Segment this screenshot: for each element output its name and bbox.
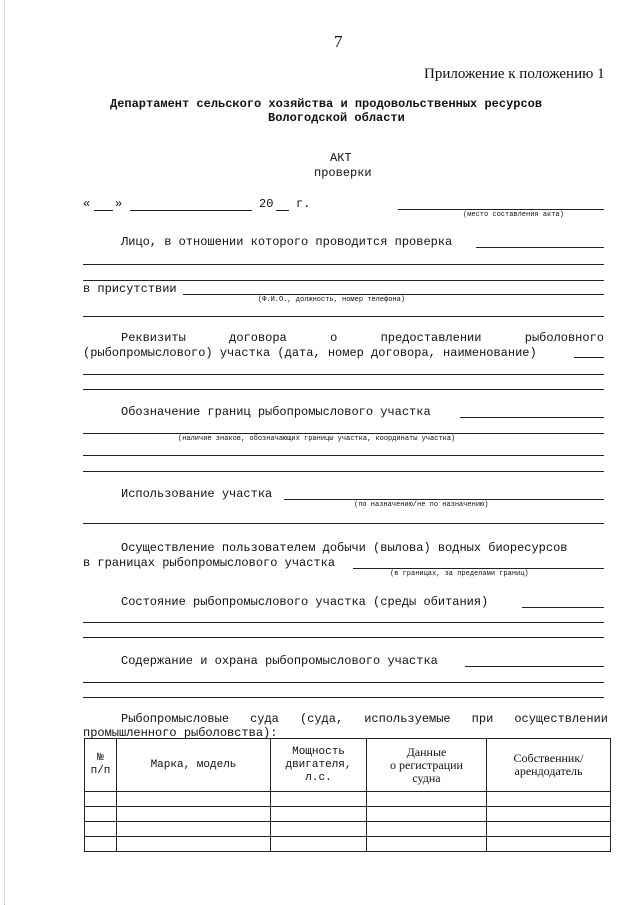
department-name-line2: Вологодской области [268, 111, 405, 125]
document-title: АКТ [330, 151, 352, 165]
table-cell[interactable] [117, 837, 271, 852]
borders-field-line4[interactable] [83, 471, 604, 472]
state-label: Состояние рыбопромыслового участка (среды обитания) [121, 595, 489, 609]
header-text: двигателя, [285, 758, 352, 771]
header-text: Мощность [292, 745, 345, 758]
table-cell[interactable] [271, 792, 367, 807]
header-text: судна [412, 770, 441, 785]
table-cell[interactable] [487, 837, 611, 852]
table-cell[interactable] [367, 837, 487, 852]
usage-caption: (по назначению/не по назначению) [354, 501, 489, 509]
vessels-table [84, 738, 611, 852]
vessels-word: (суда, [299, 712, 344, 726]
page-number: 7 [334, 32, 343, 51]
table-row [85, 807, 611, 822]
table-cell[interactable] [271, 837, 367, 852]
table-cell[interactable] [487, 807, 611, 822]
presence-label: в присутствии [83, 282, 177, 296]
person-field-line2[interactable] [83, 264, 604, 265]
care-field-line2[interactable] [83, 682, 604, 683]
person-field-line3[interactable] [83, 280, 604, 281]
table-header-row [85, 739, 611, 792]
place-field[interactable] [398, 209, 604, 210]
table-cell[interactable] [367, 807, 487, 822]
header-text: № [97, 752, 104, 764]
care-field-line3[interactable] [83, 697, 604, 698]
vessels-word: суда [250, 712, 279, 726]
contract-word: рыболовного [524, 331, 604, 345]
table-cell[interactable] [85, 837, 117, 852]
table-row [85, 792, 611, 807]
vessels-label-line1 [121, 712, 608, 726]
table-cell[interactable] [117, 792, 271, 807]
contract-word: договора [229, 331, 287, 345]
contract-word: предоставлении [380, 331, 482, 345]
header-text: л.с. [305, 771, 332, 784]
usage-label: Использование участка [121, 487, 273, 501]
catch-field[interactable] [353, 568, 604, 569]
scan-edge [4, 0, 6, 905]
header-brand-model [117, 739, 271, 792]
table-cell[interactable] [367, 792, 487, 807]
contract-word: о [330, 331, 338, 345]
date-year-field[interactable] [276, 210, 289, 211]
catch-caption: (в границах, за пределами границ) [390, 570, 529, 578]
borders-field[interactable] [460, 417, 604, 418]
table-cell[interactable] [117, 822, 271, 837]
vessels-word: Рыбопромысловые [121, 712, 230, 726]
usage-field-line2[interactable] [83, 523, 604, 524]
presence-field-line2[interactable] [83, 316, 604, 317]
presence-field[interactable] [183, 294, 604, 295]
appendix-label: Приложение к положению 1 [424, 66, 605, 82]
state-field-line3[interactable] [83, 637, 604, 638]
borders-label: Обозначение границ рыбопромыслового участка [121, 405, 431, 419]
date-open-quote: « [83, 197, 91, 211]
header-engine-power [271, 739, 367, 792]
department-name-line1: Департамент сельского хозяйства и продовольственных ресурсов [110, 97, 543, 111]
care-field[interactable] [465, 666, 604, 667]
date-close-quote: » [115, 197, 123, 211]
catch-label-line2: в границах рыбопромыслового участка [83, 556, 336, 570]
table-cell[interactable] [85, 807, 117, 822]
date-day-field[interactable] [94, 210, 113, 211]
contract-field[interactable] [574, 357, 604, 358]
contract-field-line2[interactable] [83, 374, 604, 375]
person-label: Лицо, в отношении которого проводится проверка [121, 235, 453, 249]
table-cell[interactable] [271, 807, 367, 822]
borders-field-line2[interactable] [83, 433, 604, 434]
table-cell[interactable] [487, 822, 611, 837]
table-cell[interactable] [117, 807, 271, 822]
header-owner [487, 739, 611, 792]
contract-label-line1 [121, 331, 604, 345]
date-year-suffix: г. [296, 197, 311, 211]
borders-field-line3[interactable] [83, 455, 604, 456]
table-cell[interactable] [271, 822, 367, 837]
header-text: Марка, модель [150, 758, 237, 771]
contract-field-line3[interactable] [83, 389, 604, 390]
table-row [85, 837, 611, 852]
state-field-line2[interactable] [83, 622, 604, 623]
care-label: Содержание и охрана рыбопромыслового участка [121, 654, 438, 668]
contract-word: Реквизиты [121, 331, 186, 345]
place-caption: (место составления акта) [463, 211, 564, 219]
table-cell[interactable] [85, 822, 117, 837]
header-text: Собственник/ [513, 751, 584, 765]
table-cell[interactable] [85, 792, 117, 807]
date-month-field[interactable] [130, 210, 252, 211]
borders-caption: (наличие знаков, обозначающих границы участка, координаты участка) [178, 435, 456, 443]
person-field[interactable] [476, 247, 604, 248]
document-subtitle: проверки [314, 166, 372, 180]
header-text: п/п [90, 765, 111, 777]
header-number [85, 739, 117, 792]
header-text: арендодатель [514, 764, 583, 778]
catch-label-line1: Осуществление пользователем добычи (вылова) водных биоресурсов [121, 541, 568, 555]
table-cell[interactable] [487, 792, 611, 807]
header-text: о регистрации [390, 757, 463, 772]
presence-caption: (Ф.И.О., должность, номер телефона) [258, 296, 406, 304]
usage-field[interactable] [284, 499, 604, 500]
header-registration-data [367, 739, 487, 792]
vessels-word: при [471, 712, 494, 726]
date-year-prefix: 20 [259, 197, 274, 211]
table-row [85, 822, 611, 837]
header-text: Данные [406, 744, 447, 759]
contract-label-line2: (рыбопромыслового) участка (дата, номер договора, наименование) [83, 346, 537, 360]
state-field[interactable] [522, 607, 604, 608]
vessels-word: осуществлении [514, 712, 608, 726]
vessels-word: используемые [364, 712, 451, 726]
vessels-label-line2: промышленного рыболовства): [83, 726, 278, 740]
table-cell[interactable] [367, 822, 487, 837]
